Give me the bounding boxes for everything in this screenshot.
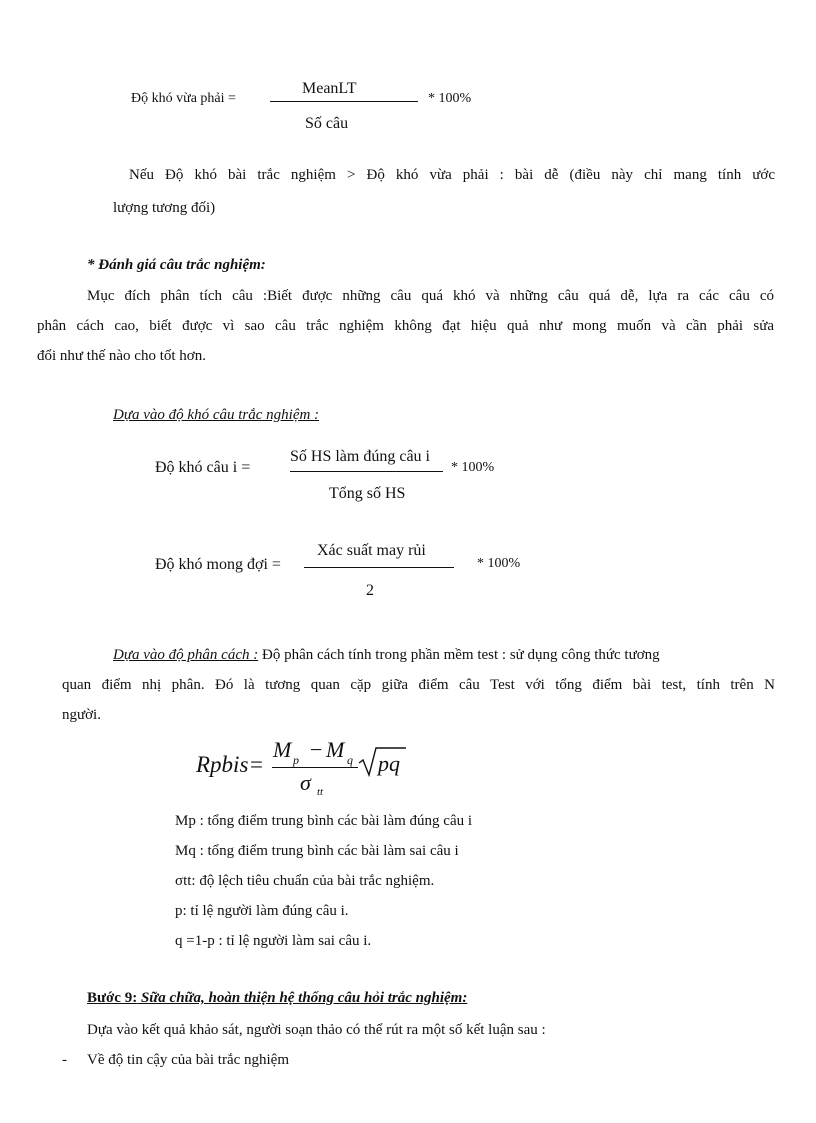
formula-sub-tt: tt bbox=[317, 786, 324, 798]
definition-mq: Mq : tổng điểm trung bình các bài làm sai câu i bbox=[175, 843, 459, 859]
formula-root: pq bbox=[378, 751, 400, 776]
discrimination-line-1 bbox=[113, 645, 775, 665]
formula-label: Độ khó mong đợi = bbox=[155, 556, 281, 573]
eval-line-2: phân cách cao, biết được vì sao câu trắc nghiệm không đạt hiệu quả như mong muốn và cần phải sửa bbox=[37, 318, 774, 334]
bullet-marker: - bbox=[62, 1052, 67, 1068]
formula-multiplier: * 100% bbox=[428, 91, 472, 106]
section-heading-evaluation: * Đánh giá câu trắc nghiệm: bbox=[87, 257, 266, 273]
formula-sigma: σ bbox=[300, 770, 311, 795]
definition-p: p: tỉ lệ người làm đúng câu i. bbox=[175, 903, 349, 919]
formula-numerator: Xác suất may rủi bbox=[317, 542, 426, 559]
eval-line-1: Mục đích phân tích câu :Biết được những câu quá khó và những câu quá dễ, lựa ra các câu có bbox=[87, 288, 774, 304]
formula-numerator: MeanLT bbox=[302, 80, 357, 97]
formula-denominator: 2 bbox=[366, 582, 374, 599]
formula-m-p: M bbox=[273, 737, 292, 762]
formula-multiplier: * 100% bbox=[477, 556, 521, 571]
fraction-bar bbox=[290, 471, 443, 472]
definition-sigma: σtt: độ lệch tiêu chuẩn của bài trắc nghiệm. bbox=[175, 873, 435, 889]
formula-denominator: Số câu bbox=[305, 115, 349, 132]
eval-line-3: đổi như thế nào cho tốt hơn. bbox=[37, 348, 206, 364]
formula-m-q: M bbox=[326, 737, 345, 762]
fraction-bar bbox=[272, 767, 358, 768]
fraction-bar bbox=[304, 567, 454, 568]
discrimination-line-2: quan điểm nhị phân. Đó là tương quan cặp giữa điểm câu Test với tổng điểm bài test, tính trên N bbox=[62, 677, 775, 693]
step9-title: Sữa chữa, hoàn thiện hệ thống câu hỏi trắc nghiệm: bbox=[140, 990, 468, 1006]
step9-line-1: Dựa vào kết quả khảo sát, người soạn thảo có thể rút ra một số kết luận sau : bbox=[87, 1022, 546, 1038]
formula-lhs: Rpbis bbox=[196, 752, 249, 777]
note-line-2: lượng tương đối) bbox=[113, 200, 216, 216]
subheading-discrimination: Dựa vào độ phân cách : bbox=[113, 647, 259, 663]
formula-denominator: Tổng số HS bbox=[329, 485, 406, 502]
formula-minus: − bbox=[310, 737, 323, 762]
step9-heading bbox=[87, 990, 467, 1007]
formula-label: Độ khó vừa phải = bbox=[131, 91, 236, 106]
discrimination-line-1-text: Độ phân cách tính trong phần mềm test : sử dụng công thức tương bbox=[258, 647, 660, 663]
fraction-bar bbox=[270, 101, 418, 102]
formula-sub-p: p bbox=[293, 753, 299, 767]
formula-label: Độ khó câu i = bbox=[155, 459, 251, 476]
note-line-1: Nếu Độ khó bài trắc nghiệm > Độ khó vừa phải : bài dễ (điều này chỉ mang tính ước bbox=[129, 167, 775, 183]
formula-multiplier: * 100% bbox=[451, 460, 495, 475]
step9-label: Bước 9: bbox=[87, 990, 138, 1006]
formula-equals: = bbox=[250, 752, 263, 777]
discrimination-line-3: người. bbox=[62, 707, 101, 723]
formula-numerator: Số HS làm đúng câu i bbox=[290, 448, 430, 465]
definition-mp: Mp : tổng điểm trung bình các bài làm đúng câu i bbox=[175, 813, 473, 829]
subheading-difficulty: Dựa vào độ khó câu trắc nghiệm : bbox=[113, 407, 320, 423]
formula-sub-q: q bbox=[347, 753, 353, 767]
definition-q: q =1-p : tỉ lệ người làm sai câu i. bbox=[175, 933, 372, 949]
bullet-reliability: Về độ tin cậy của bài trắc nghiệm bbox=[87, 1052, 290, 1068]
